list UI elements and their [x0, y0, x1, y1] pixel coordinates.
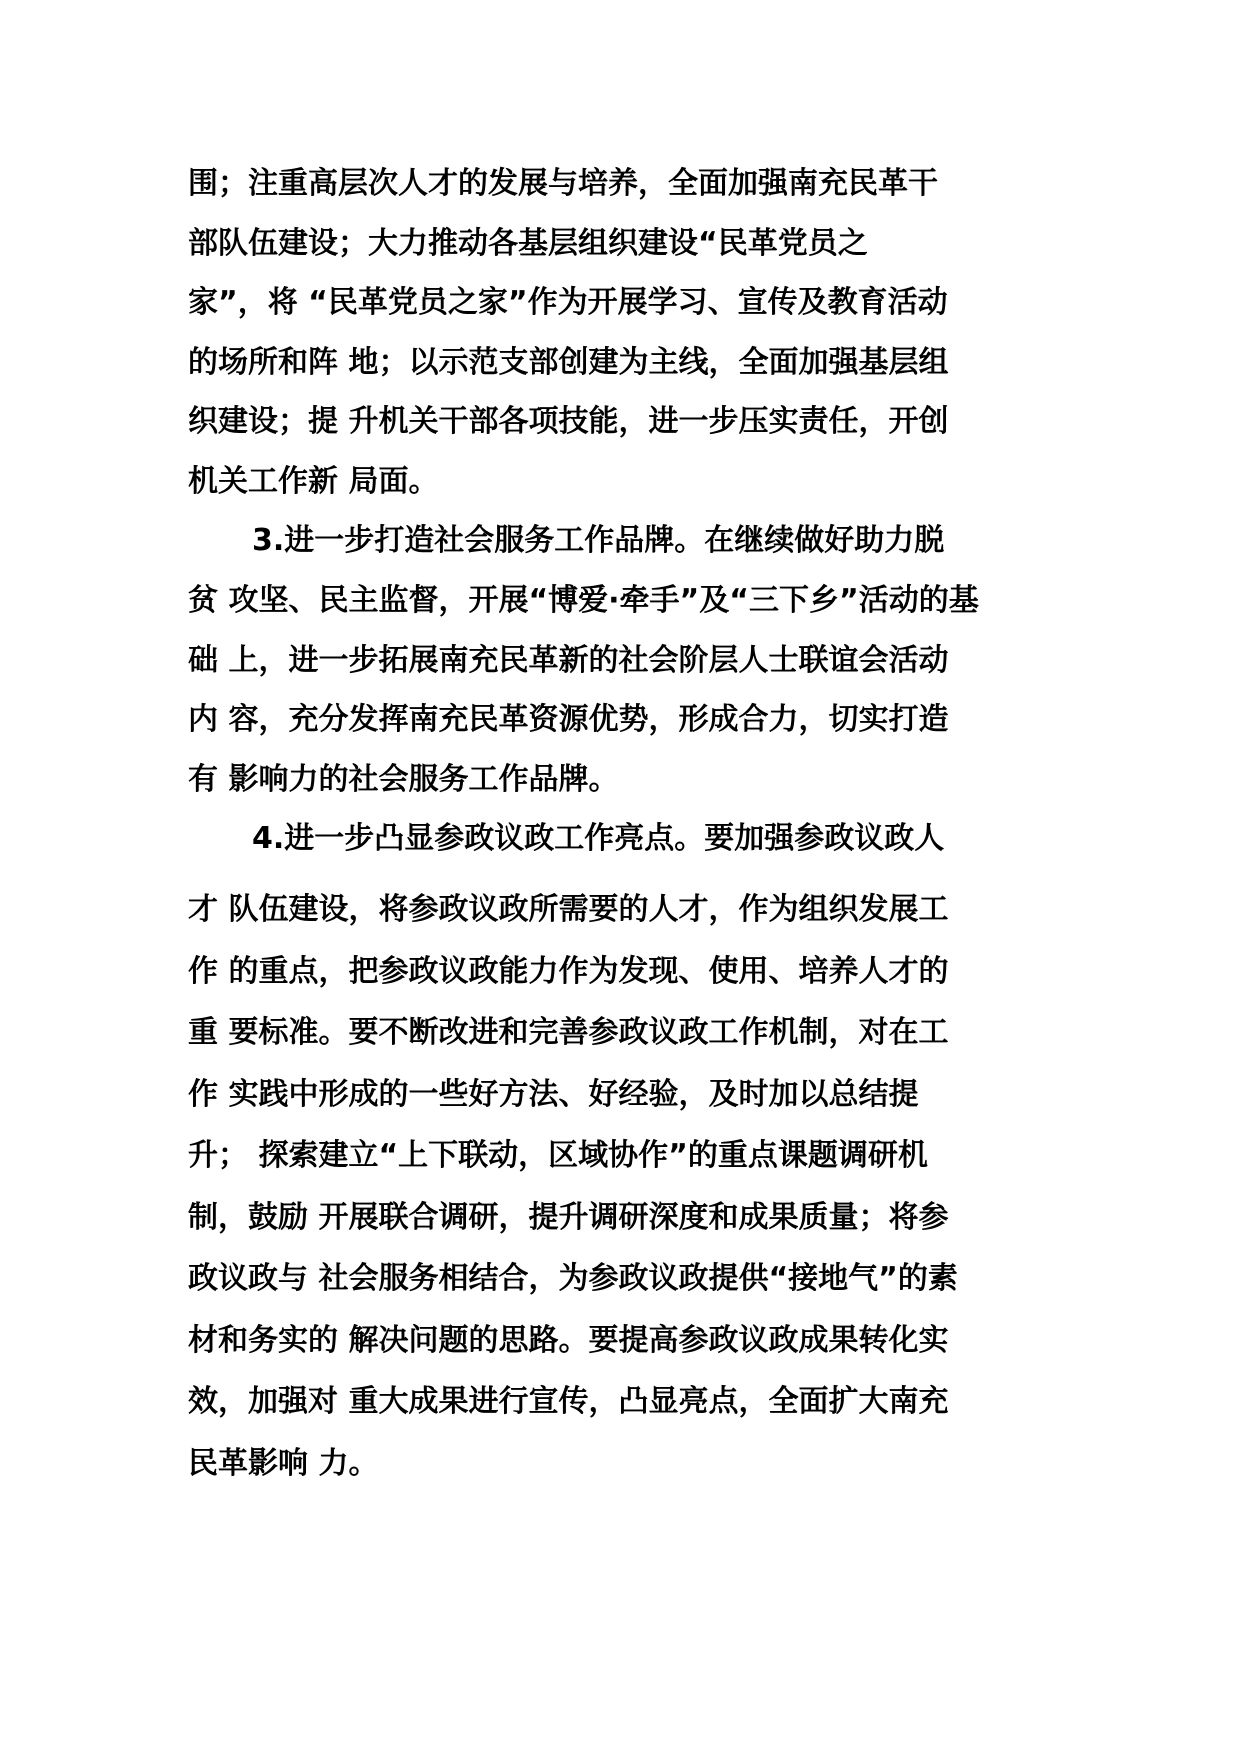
- text-line: 才 队伍建设，将参政议政所需要的人才，作为组织发展工: [188, 892, 949, 927]
- text-line: 作 的重点，把参政议政能力作为发现、使用、培养人才的: [188, 954, 949, 989]
- text-line: 机关工作新 局面。: [188, 464, 439, 499]
- text-line: 有 影响力的社会服务工作品牌。: [188, 762, 619, 797]
- text-line: 制，鼓励 开展联合调研，提升调研深度和成果质量；将参: [188, 1200, 949, 1235]
- text-line: 部队伍建设；大力推动各基层组织建设“民革党员之: [188, 226, 868, 261]
- text-line: 围；注重高层次人才的发展与培养，全面加强南充民革干: [188, 166, 938, 201]
- text-line: 民革影响 力。: [188, 1446, 379, 1481]
- paragraph-heading-line: 4.进一步凸显参政议政工作亮点。要加强参政议政人: [252, 821, 945, 856]
- text-line: 升； 探索建立“上下联动，区域协作”的重点课题调研机: [188, 1138, 928, 1173]
- text-line: 作 实践中形成的一些好方法、好经验，及时加以总结提: [188, 1077, 919, 1112]
- text-line: 政议政与 社会服务相结合，为参政议政提供“接地气”的素: [188, 1261, 958, 1296]
- text-line: 织建设；提 升机关干部各项技能，进一步压实责任，开创: [188, 404, 949, 439]
- text-line: 家”，将 “民革党员之家”作为开展学习、宣传及教育活动: [188, 285, 948, 320]
- text-line: 础 上，进一步拓展南充民革新的社会阶层人士联谊会活动: [188, 643, 949, 678]
- text-line: 贫 攻坚、民主监督，开展“博爱·牵手”及“三下乡”活动的基: [188, 583, 979, 618]
- text-line: 的场所和阵 地；以示范支部创建为主线，全面加强基层组: [188, 345, 949, 380]
- paragraph-heading-line: 3.进一步打造社会服务工作品牌。在继续做好助力脱: [252, 523, 945, 558]
- text-line: 重 要标准。要不断改进和完善参政议政工作机制，对在工: [188, 1015, 949, 1050]
- text-line: 内 容，充分发挥南充民革资源优势，形成合力，切实打造: [188, 702, 949, 737]
- text-line: 效，加强对 重大成果进行宣传，凸显亮点，全面扩大南充: [188, 1384, 949, 1419]
- text-line: 材和务实的 解决问题的思路。要提高参政议政成果转化实: [188, 1323, 949, 1358]
